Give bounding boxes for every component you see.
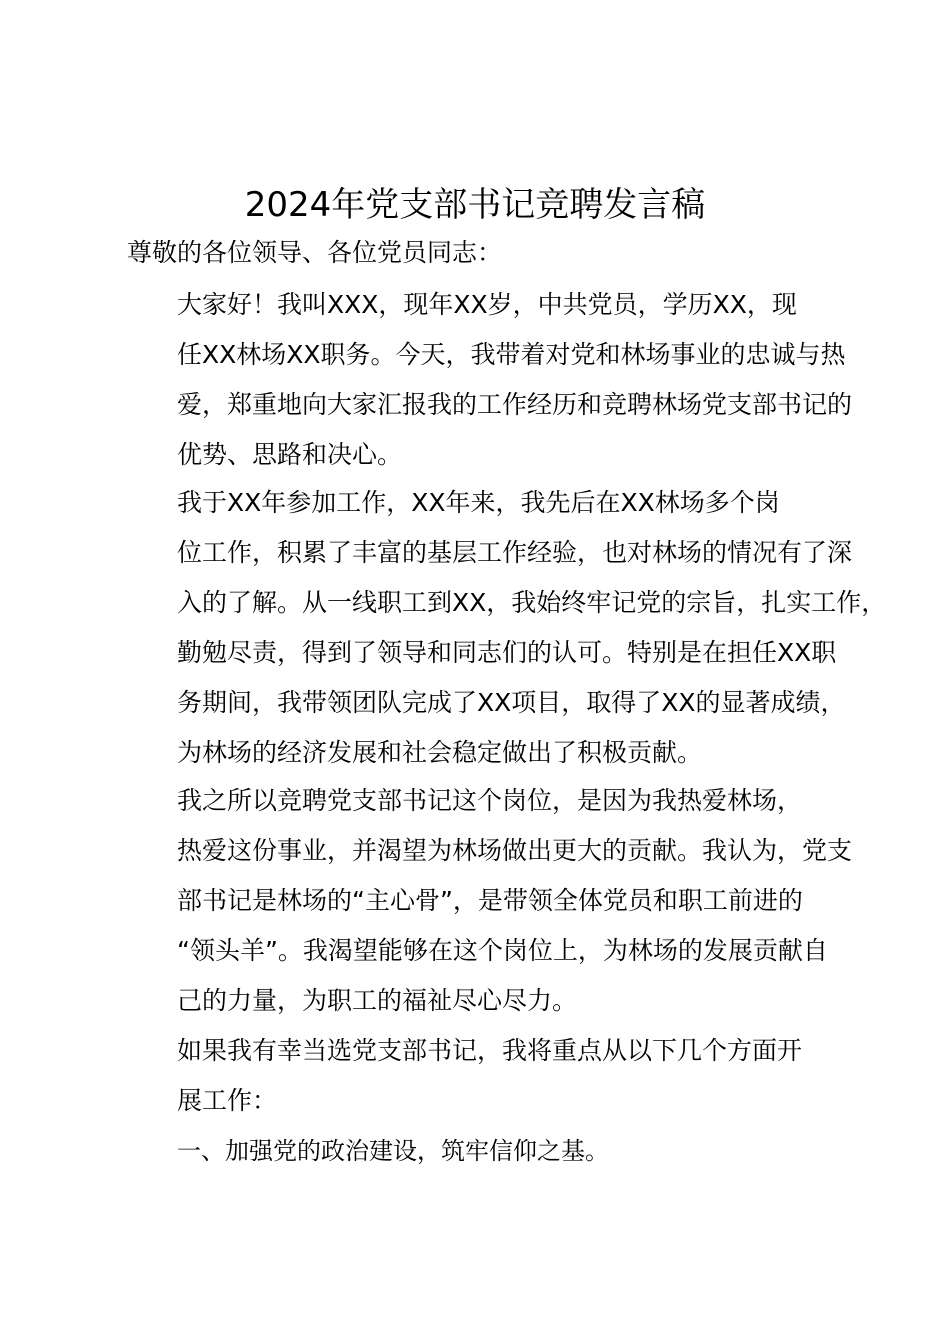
paragraph-line: 部书记是林场的“主心骨”，是带领全体党员和职工前进的	[177, 886, 803, 915]
paragraph-line: 展工作：	[177, 1086, 278, 1115]
paragraph-line: 勤勉尽责，得到了领导和同志们的认可。特别是在担任XX职	[177, 638, 837, 667]
paragraph-line: 务期间，我带领团队完成了XX项目，取得了XX的显著成绩，	[177, 688, 846, 717]
paragraph-line: 我于XX年参加工作，XX年来，我先后在XX林场多个岗	[177, 488, 780, 517]
paragraph-line: 大家好！我叫XXX，现年XX岁，中共党员，学历XX，现	[177, 290, 797, 319]
paragraph-line: 优势、思路和决心。	[177, 440, 403, 469]
paragraph-introduction	[127, 280, 853, 480]
paragraph-line: 如果我有幸当选党支部书记，我将重点从以下几个方面开	[177, 1036, 803, 1065]
paragraph-work-experience	[127, 478, 887, 778]
paragraph-line: 热爱这份事业，并渴望为林场做出更大的贡献。我认为，党支	[177, 836, 853, 865]
salutation: 尊敬的各位领导、各位党员同志：	[127, 238, 503, 267]
paragraph-line: 位工作，积累了丰富的基层工作经验，也对林场的情况有了深	[177, 538, 853, 567]
paragraph-line: “领头羊”。我渴望能够在这个岗位上，为林场的发展贡献自	[177, 936, 828, 965]
section-heading-1: 一、加强党的政治建设，筑牢信仰之基。	[177, 1137, 609, 1165]
paragraph-line: 入的了解。从一线职工到XX，我始终牢记党的宗旨，扎实工作，	[177, 588, 887, 617]
paragraph-line: 为林场的经济发展和社会稳定做出了积极贡献。	[177, 738, 703, 767]
document-title: 2024年党支部书记竞聘发言稿	[244, 185, 706, 225]
paragraph-line: 我之所以竞聘党支部书记这个岗位，是因为我热爱林场，	[177, 786, 803, 815]
paragraph-motivation	[127, 776, 853, 1026]
paragraph-line: 己的力量，为职工的福祉尽心尽力。	[177, 986, 578, 1015]
paragraph-line: 任XX林场XX职务。今天，我带着对党和林场事业的忠诚与热	[177, 340, 846, 369]
paragraph-work-plan-intro	[127, 1026, 835, 1126]
paragraph-line: 爱，郑重地向大家汇报我的工作经历和竞聘林场党支部书记的	[177, 390, 853, 419]
